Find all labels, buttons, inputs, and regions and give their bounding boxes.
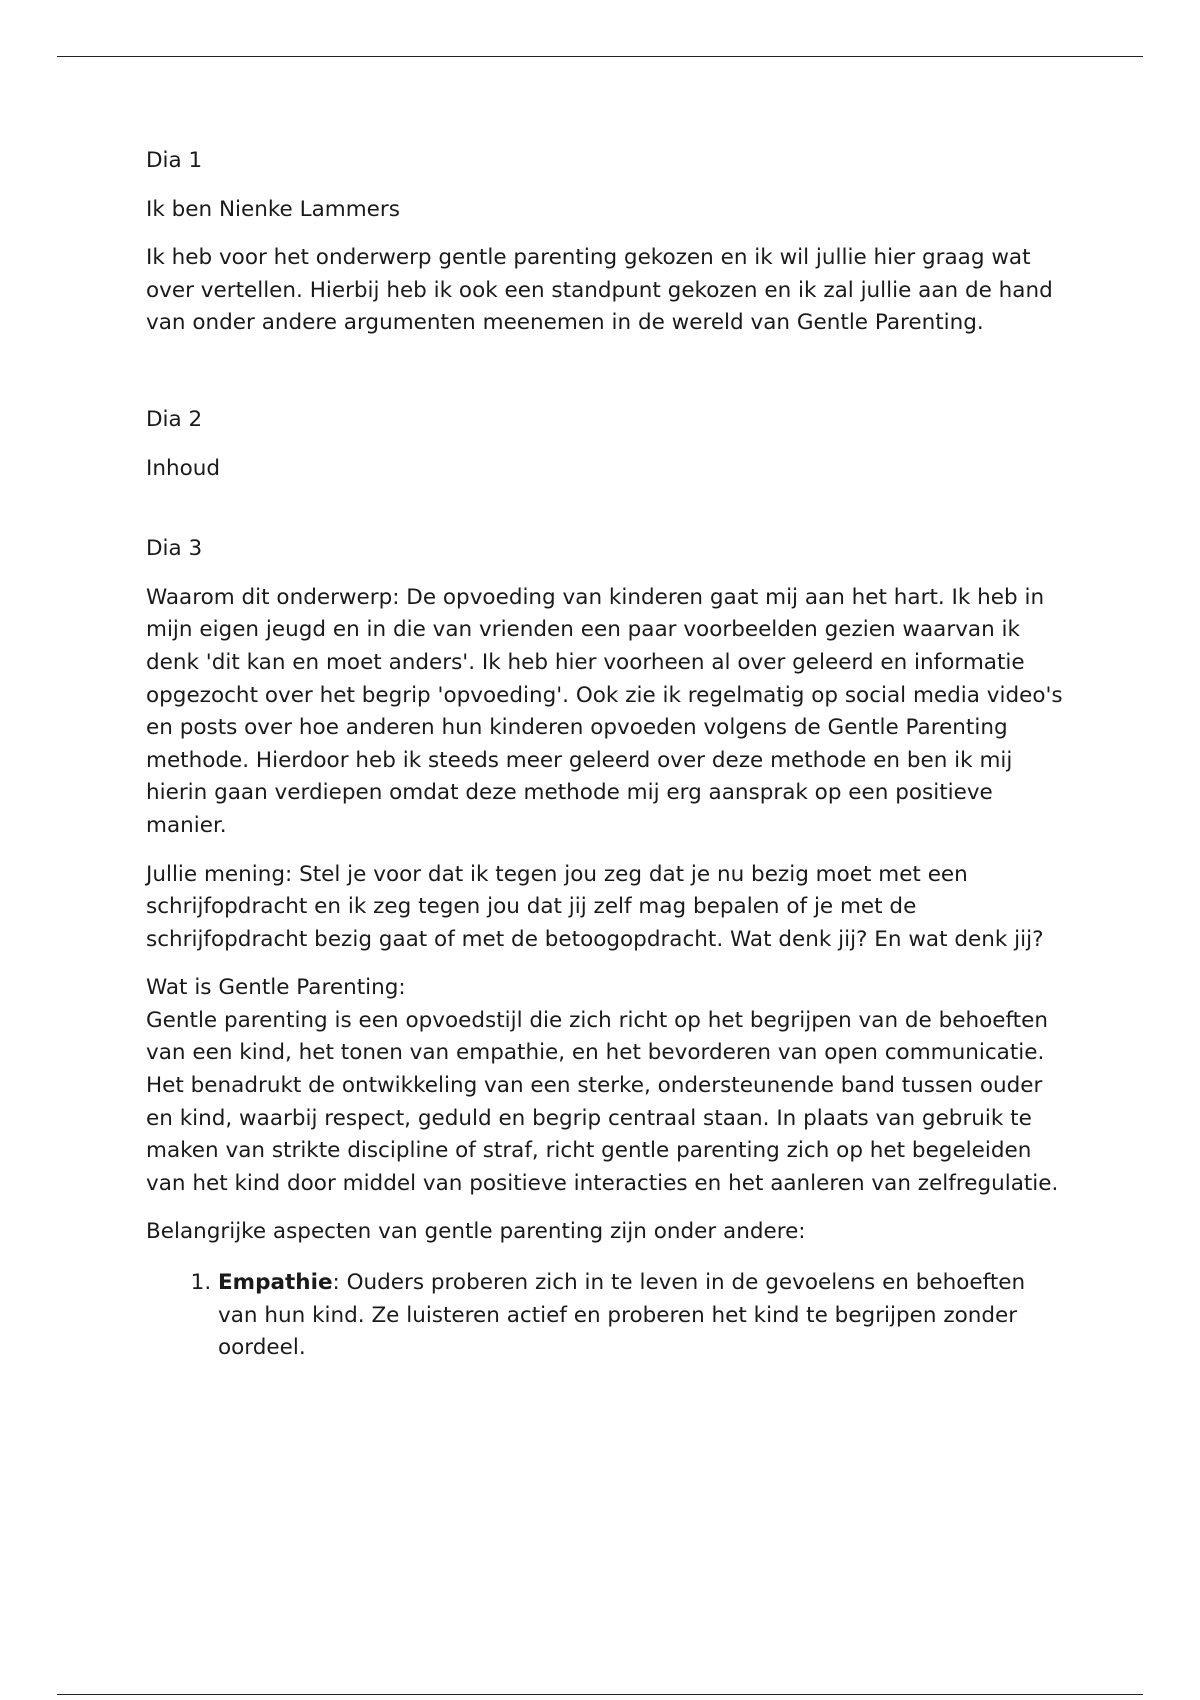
slide-3-opinion-paragraph: Jullie mening: Stel je voor dat ik tegen jou zeg dat je nu bezig moet met een schrijfopdracht en ik zeg tegen jou dat jij zelf mag bepalen of je met de schrijfopdracht bezig gaat of met de betoogopdracht. Wat denk jij? En wat denk jij? [146,861,1044,952]
footer-rule [57,1694,1143,1695]
document-body [146,145,1066,1365]
slide-3-what-heading: Wat is Gentle Parenting: [146,975,406,1001]
list-item [218,1267,1066,1365]
slide-2-body: Inhoud [146,455,221,481]
slide-3-why-paragraph: Waarom dit onderwerp: De opvoeding van kinderen gaat mij aan het hart. Ik heb in mijn eigen jeugd en in die van vrienden een paar voorbeelden gezien waarvan ik denk 'dit kan en moet anders'. Ik heb hier voorheen al over geleerd en informatie opgezocht over het begrip 'opvoeding'. Ook zie ik regelmatig op social media video's en posts over hoe anderen hun kinderen opvoeden volgens de Gentle Parenting methode. Hierdoor heb ik steeds meer geleerd over deze methode en ben ik mij hierin gaan verdiepen omdat deze methode mij erg aansprak op een positieve manier. [146,584,1063,838]
header-rule [57,56,1143,57]
slide-3-aspects-intro: Belangrijke aspecten van gentle parenting zijn onder andere: [146,1219,806,1245]
slide-1-heading: Dia 1 [146,148,203,173]
slide-2-heading: Dia 2 [146,406,203,432]
slide-1-intro: Ik ben Nienke Lammers [146,196,400,222]
aspect-text: : Ouders proberen zich in te leven in de gevoelens en behoeften van hun kind. Ze luisteren actief en proberen het kind te begrijpen zonder oordeel. [218,1270,1026,1361]
aspect-term: Empathie [218,1270,333,1296]
slide-3-heading: Dia 3 [146,536,203,562]
slide-3-what-paragraph: Gentle parenting is een opvoedstijl die zich richt op het begrijpen van de behoeften van een kind, het tonen van empathie, en het bevorderen van open communicatie. Het benadrukt de ontwikkeling van een sterke, ondersteunende band tussen ouder en kind, waarbij respect, geduld en begrip centraal staan. In plaats van gebruik te maken van strikte discipline of straf, richt gentle parenting zich op het begeleiden van het kind door middel van positieve interacties en het aanleren van zelfregulatie. [146,1007,1059,1196]
aspects-list [146,1267,1066,1365]
slide-1-body: Ik heb voor het onderwerp gentle parenting gekozen en ik wil jullie hier graag wat over vertellen. Hierbij heb ik ook een standpunt gekozen en ik zal jullie aan de hand van onder andere argumenten meenemen in de wereld van Gentle Parenting. [146,245,1053,336]
